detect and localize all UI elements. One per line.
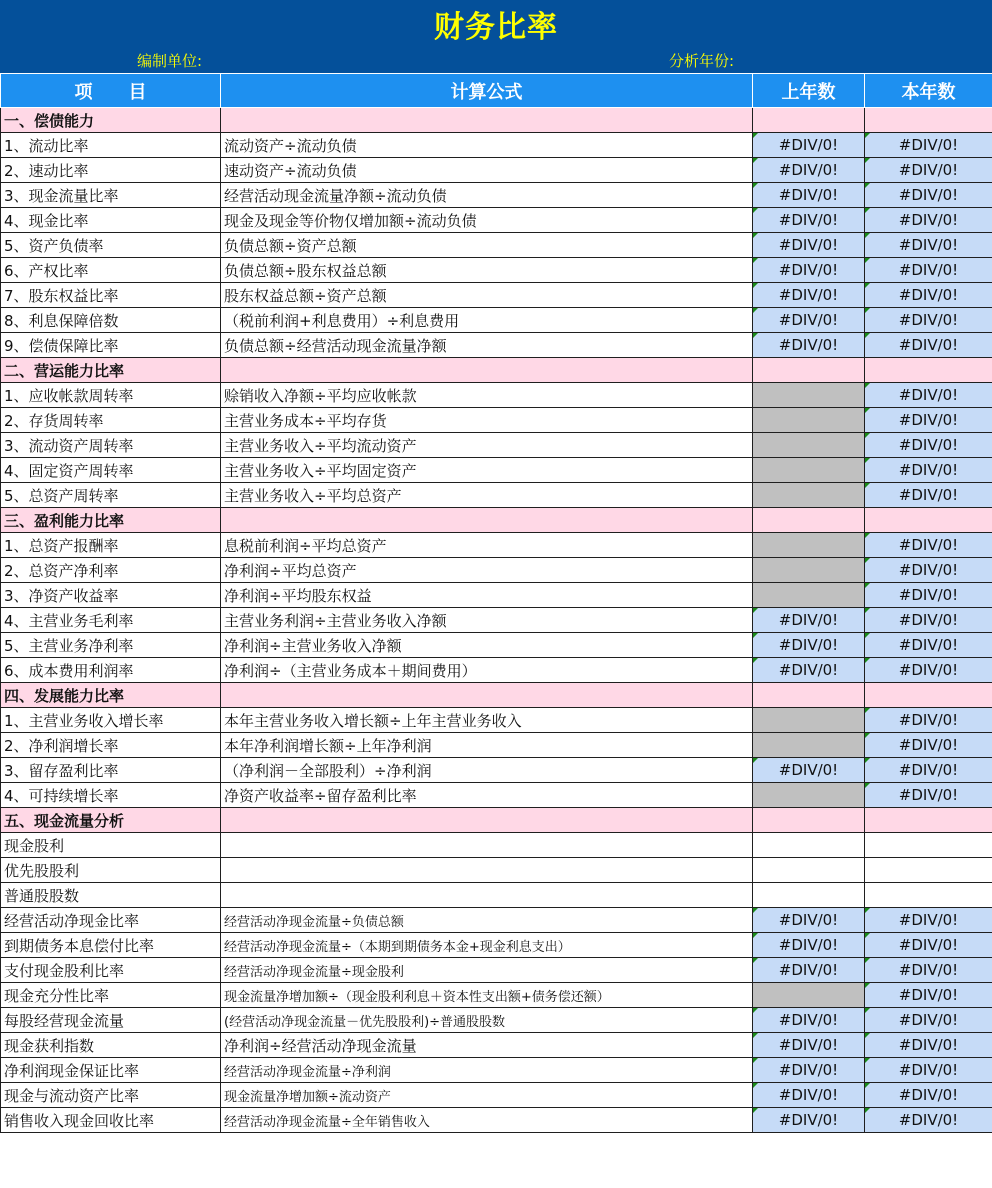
cell-formula[interactable]: （税前利润+利息费用）÷利息费用 (221, 308, 753, 333)
cell-item[interactable]: 1、主营业务收入增长率 (1, 708, 221, 733)
cell-curr-year[interactable]: #DIV/0! (865, 383, 992, 408)
cell-curr-year[interactable] (865, 358, 992, 383)
table-row (1, 383, 992, 408)
cell-curr-year[interactable]: #DIV/0! (865, 1083, 992, 1108)
section-title[interactable]: 四、发展能力比率 (1, 683, 221, 708)
cell-curr-year[interactable]: #DIV/0! (865, 258, 992, 283)
cell-curr-year[interactable]: #DIV/0! (865, 633, 992, 658)
cell-formula[interactable]: 股东权益总额÷资产总额 (221, 283, 753, 308)
table-row (1, 1008, 992, 1033)
cell-formula[interactable]: 主营业务成本÷平均存货 (221, 408, 753, 433)
cell-curr-year[interactable] (865, 108, 992, 133)
cell-curr-year[interactable]: #DIV/0! (865, 433, 992, 458)
section-title[interactable]: 三、盈利能力比率 (1, 508, 221, 533)
cell-formula[interactable] (221, 683, 753, 708)
header-formula[interactable]: 计算公式 (221, 74, 753, 108)
table-row (1, 308, 992, 333)
cell-prev-year[interactable]: #DIV/0! (753, 633, 865, 658)
cell-item[interactable]: 3、留存盈利比率 (1, 758, 221, 783)
table-row (1, 758, 992, 783)
cell-curr-year[interactable]: #DIV/0! (865, 583, 992, 608)
table-row (1, 458, 992, 483)
cell-prev-year[interactable] (753, 483, 865, 508)
cell-curr-year[interactable]: #DIV/0! (865, 158, 992, 183)
table-row (1, 633, 992, 658)
cell-prev-year[interactable]: #DIV/0! (753, 208, 865, 233)
cell-formula[interactable]: 经营活动净现金流量÷（本期到期债务本金+现金利息支出） (221, 933, 753, 958)
cell-item[interactable]: 净利润现金保证比率 (1, 1058, 221, 1083)
cell-prev-year[interactable] (753, 533, 865, 558)
header-row (1, 74, 992, 108)
cell-item[interactable]: 1、应收帐款周转率 (1, 383, 221, 408)
cell-prev-year[interactable]: #DIV/0! (753, 1058, 865, 1083)
cell-prev-year[interactable] (753, 733, 865, 758)
cell-formula[interactable]: 本年净利润增长额÷上年净利润 (221, 733, 753, 758)
table-row (1, 158, 992, 183)
cell-curr-year[interactable]: #DIV/0! (865, 283, 992, 308)
cell-prev-year[interactable] (753, 683, 865, 708)
cell-prev-year[interactable]: #DIV/0! (753, 608, 865, 633)
cell-formula[interactable]: 经营活动净现金流量÷现金股利 (221, 958, 753, 983)
cell-item[interactable]: 1、总资产报酬率 (1, 533, 221, 558)
cell-formula[interactable]: 经营活动净现金流量÷全年销售收入 (221, 1108, 753, 1133)
table-row (1, 133, 992, 158)
section-title[interactable]: 一、偿债能力 (1, 108, 221, 133)
cell-prev-year[interactable]: #DIV/0! (753, 133, 865, 158)
cell-curr-year[interactable]: #DIV/0! (865, 408, 992, 433)
cell-prev-year[interactable]: #DIV/0! (753, 658, 865, 683)
cell-curr-year[interactable]: #DIV/0! (865, 533, 992, 558)
section-row (1, 358, 992, 383)
cell-curr-year[interactable]: #DIV/0! (865, 183, 992, 208)
cell-prev-year[interactable]: #DIV/0! (753, 758, 865, 783)
cell-item[interactable]: 支付现金股利比率 (1, 958, 221, 983)
cell-prev-year[interactable]: #DIV/0! (753, 1083, 865, 1108)
table-row (1, 733, 992, 758)
cell-prev-year[interactable] (753, 408, 865, 433)
section-title[interactable]: 二、营运能力比率 (1, 358, 221, 383)
cell-prev-year[interactable] (753, 708, 865, 733)
table-row (1, 658, 992, 683)
cell-prev-year[interactable]: #DIV/0! (753, 1008, 865, 1033)
cell-prev-year[interactable]: #DIV/0! (753, 158, 865, 183)
cell-formula[interactable]: 速动资产÷流动负债 (221, 158, 753, 183)
cell-curr-year[interactable]: #DIV/0! (865, 1108, 992, 1133)
cell-formula[interactable]: 主营业务利润÷主营业务收入净额 (221, 608, 753, 633)
cell-prev-year[interactable] (753, 858, 865, 883)
cell-formula[interactable] (221, 358, 753, 383)
cell-item[interactable]: 现金股利 (1, 833, 221, 858)
cell-curr-year[interactable]: #DIV/0! (865, 483, 992, 508)
cell-item[interactable]: 6、产权比率 (1, 258, 221, 283)
cell-curr-year[interactable]: #DIV/0! (865, 933, 992, 958)
table-row (1, 533, 992, 558)
cell-formula[interactable]: 经营活动现金流量净额÷流动负债 (221, 183, 753, 208)
table-row (1, 333, 992, 358)
cell-curr-year[interactable] (865, 808, 992, 833)
cell-item[interactable]: 2、速动比率 (1, 158, 221, 183)
cell-formula[interactable] (221, 833, 753, 858)
cell-item[interactable]: 销售收入现金回收比率 (1, 1108, 221, 1133)
table-row (1, 858, 992, 883)
table-row (1, 283, 992, 308)
cell-item[interactable]: 2、总资产净利率 (1, 558, 221, 583)
table-row (1, 783, 992, 808)
cell-prev-year[interactable] (753, 508, 865, 533)
cell-item[interactable]: 现金充分性比率 (1, 983, 221, 1008)
cell-item[interactable]: 4、固定资产周转率 (1, 458, 221, 483)
table-row (1, 833, 992, 858)
section-row (1, 508, 992, 533)
cell-item[interactable]: 6、成本费用利润率 (1, 658, 221, 683)
table-row (1, 233, 992, 258)
cell-formula[interactable] (221, 808, 753, 833)
cell-curr-year[interactable]: #DIV/0! (865, 1033, 992, 1058)
cell-curr-year[interactable] (865, 883, 992, 908)
cell-prev-year[interactable] (753, 833, 865, 858)
cell-prev-year[interactable] (753, 808, 865, 833)
cell-curr-year[interactable]: #DIV/0! (865, 233, 992, 258)
cell-formula[interactable]: 净利润÷主营业务收入净额 (221, 633, 753, 658)
ratio-table (0, 73, 992, 1133)
cell-curr-year[interactable]: #DIV/0! (865, 208, 992, 233)
table-row (1, 883, 992, 908)
table-row (1, 208, 992, 233)
section-row (1, 808, 992, 833)
table-row (1, 483, 992, 508)
cell-item[interactable]: 2、净利润增长率 (1, 733, 221, 758)
table-body (1, 108, 992, 1133)
cell-item[interactable]: 现金与流动资产比率 (1, 1083, 221, 1108)
cell-formula[interactable]: 经营活动净现金流量÷负债总额 (221, 908, 753, 933)
cell-prev-year[interactable]: #DIV/0! (753, 933, 865, 958)
cell-curr-year[interactable]: #DIV/0! (865, 1058, 992, 1083)
table-row (1, 958, 992, 983)
cell-curr-year[interactable]: #DIV/0! (865, 608, 992, 633)
section-title[interactable]: 五、现金流量分析 (1, 808, 221, 833)
cell-curr-year[interactable]: #DIV/0! (865, 733, 992, 758)
cell-formula[interactable]: 主营业务收入÷平均流动资产 (221, 433, 753, 458)
cell-item[interactable]: 优先股股利 (1, 858, 221, 883)
cell-curr-year[interactable]: #DIV/0! (865, 983, 992, 1008)
cell-prev-year[interactable] (753, 108, 865, 133)
cell-prev-year[interactable]: #DIV/0! (753, 183, 865, 208)
cell-item[interactable]: 现金获利指数 (1, 1033, 221, 1058)
cell-item[interactable]: 3、净资产收益率 (1, 583, 221, 608)
title-band (0, 0, 992, 73)
cell-formula[interactable]: 流动资产÷流动负债 (221, 133, 753, 158)
cell-curr-year[interactable]: #DIV/0! (865, 458, 992, 483)
cell-formula[interactable]: 息税前利润÷平均总资产 (221, 533, 753, 558)
cell-item[interactable]: 4、现金比率 (1, 208, 221, 233)
cell-formula[interactable]: 现金流量净增加额÷（现金股利利息＋资本性支出额+债务偿还额） (221, 983, 753, 1008)
header-prev-year[interactable]: 上年数 (753, 74, 865, 108)
table-row (1, 983, 992, 1008)
cell-prev-year[interactable] (753, 358, 865, 383)
cell-formula[interactable]: 净利润÷平均总资产 (221, 558, 753, 583)
table-row (1, 933, 992, 958)
cell-prev-year[interactable]: #DIV/0! (753, 1108, 865, 1133)
cell-curr-year[interactable]: #DIV/0! (865, 708, 992, 733)
cell-curr-year[interactable]: #DIV/0! (865, 908, 992, 933)
section-row (1, 108, 992, 133)
table-row (1, 408, 992, 433)
cell-curr-year[interactable]: #DIV/0! (865, 658, 992, 683)
cell-prev-year[interactable]: #DIV/0! (753, 258, 865, 283)
cell-item[interactable]: 经营活动净现金比率 (1, 908, 221, 933)
cell-formula[interactable]: 主营业务收入÷平均总资产 (221, 483, 753, 508)
cell-curr-year[interactable] (865, 833, 992, 858)
page-title: 财务比率 (434, 10, 558, 45)
cell-curr-year[interactable]: #DIV/0! (865, 308, 992, 333)
cell-curr-year[interactable]: #DIV/0! (865, 333, 992, 358)
cell-prev-year[interactable]: #DIV/0! (753, 908, 865, 933)
cell-item[interactable]: 4、可持续增长率 (1, 783, 221, 808)
header-curr-year[interactable]: 本年数 (865, 74, 992, 108)
cell-formula[interactable]: 现金流量净增加额÷流动资产 (221, 1083, 753, 1108)
cell-curr-year[interactable]: #DIV/0! (865, 783, 992, 808)
cell-formula[interactable]: （净利润－全部股利）÷净利润 (221, 758, 753, 783)
table-row (1, 608, 992, 633)
cell-item[interactable]: 9、偿债保障比率 (1, 333, 221, 358)
table-row (1, 1058, 992, 1083)
cell-item[interactable]: 3、现金流量比率 (1, 183, 221, 208)
cell-curr-year[interactable] (865, 858, 992, 883)
table-row (1, 558, 992, 583)
cell-formula[interactable]: 负债总额÷股东权益总额 (221, 258, 753, 283)
cell-formula[interactable]: 本年主营业务收入增长额÷上年主营业务收入 (221, 708, 753, 733)
cell-prev-year[interactable] (753, 983, 865, 1008)
cell-prev-year[interactable] (753, 583, 865, 608)
cell-prev-year[interactable]: #DIV/0! (753, 308, 865, 333)
cell-item[interactable]: 1、流动比率 (1, 133, 221, 158)
cell-prev-year[interactable] (753, 883, 865, 908)
table-row (1, 583, 992, 608)
table-row (1, 708, 992, 733)
cell-formula[interactable]: 净利润÷（主营业务成本＋期间费用） (221, 658, 753, 683)
compiler-label: 编制单位: (137, 52, 203, 70)
cell-item[interactable]: 2、存货周转率 (1, 408, 221, 433)
cell-formula[interactable]: 负债总额÷资产总额 (221, 233, 753, 258)
cell-item[interactable]: 每股经营现金流量 (1, 1008, 221, 1033)
cell-formula[interactable]: 赊销收入净额÷平均应收帐款 (221, 383, 753, 408)
cell-prev-year[interactable]: #DIV/0! (753, 233, 865, 258)
cell-item[interactable]: 到期债务本息偿付比率 (1, 933, 221, 958)
cell-item[interactable]: 7、股东权益比率 (1, 283, 221, 308)
cell-item[interactable]: 5、资产负债率 (1, 233, 221, 258)
cell-item[interactable]: 5、总资产周转率 (1, 483, 221, 508)
cell-formula[interactable]: 主营业务收入÷平均固定资产 (221, 458, 753, 483)
section-row (1, 683, 992, 708)
cell-formula[interactable]: (经营活动净现金流量－优先股股利)÷普通股股数 (221, 1008, 753, 1033)
cell-item[interactable]: 5、主营业务净利率 (1, 633, 221, 658)
cell-item[interactable]: 8、利息保障倍数 (1, 308, 221, 333)
cell-curr-year[interactable]: #DIV/0! (865, 558, 992, 583)
cell-item[interactable]: 普通股股数 (1, 883, 221, 908)
cell-formula[interactable] (221, 508, 753, 533)
cell-prev-year[interactable] (753, 558, 865, 583)
cell-formula[interactable] (221, 108, 753, 133)
cell-formula[interactable]: 现金及现金等价物仅增加额÷流动负债 (221, 208, 753, 233)
cell-curr-year[interactable] (865, 683, 992, 708)
cell-curr-year[interactable]: #DIV/0! (865, 958, 992, 983)
cell-formula[interactable]: 经营活动净现金流量÷净利润 (221, 1058, 753, 1083)
table-row (1, 183, 992, 208)
cell-formula[interactable] (221, 883, 753, 908)
cell-prev-year[interactable]: #DIV/0! (753, 333, 865, 358)
table-row (1, 1033, 992, 1058)
cell-prev-year[interactable] (753, 783, 865, 808)
cell-curr-year[interactable] (865, 508, 992, 533)
cell-formula[interactable]: 净资产收益率÷留存盈利比率 (221, 783, 753, 808)
table-row (1, 1108, 992, 1133)
table-row (1, 258, 992, 283)
cell-formula[interactable]: 净利润÷经营活动净现金流量 (221, 1033, 753, 1058)
cell-prev-year[interactable]: #DIV/0! (753, 958, 865, 983)
table-row (1, 908, 992, 933)
cell-item[interactable]: 4、主营业务毛利率 (1, 608, 221, 633)
cell-prev-year[interactable]: #DIV/0! (753, 283, 865, 308)
table-row (1, 433, 992, 458)
header-item[interactable]: 项 目 (1, 74, 221, 108)
cell-prev-year[interactable] (753, 383, 865, 408)
cell-curr-year[interactable]: #DIV/0! (865, 133, 992, 158)
cell-formula[interactable]: 净利润÷平均股东权益 (221, 583, 753, 608)
table-row (1, 1083, 992, 1108)
cell-curr-year[interactable]: #DIV/0! (865, 758, 992, 783)
cell-prev-year[interactable]: #DIV/0! (753, 1033, 865, 1058)
cell-formula[interactable] (221, 858, 753, 883)
cell-formula[interactable]: 负债总额÷经营活动现金流量净额 (221, 333, 753, 358)
year-label: 分析年份: (669, 52, 735, 70)
cell-item[interactable]: 3、流动资产周转率 (1, 433, 221, 458)
cell-prev-year[interactable] (753, 458, 865, 483)
cell-curr-year[interactable]: #DIV/0! (865, 1008, 992, 1033)
cell-prev-year[interactable] (753, 433, 865, 458)
